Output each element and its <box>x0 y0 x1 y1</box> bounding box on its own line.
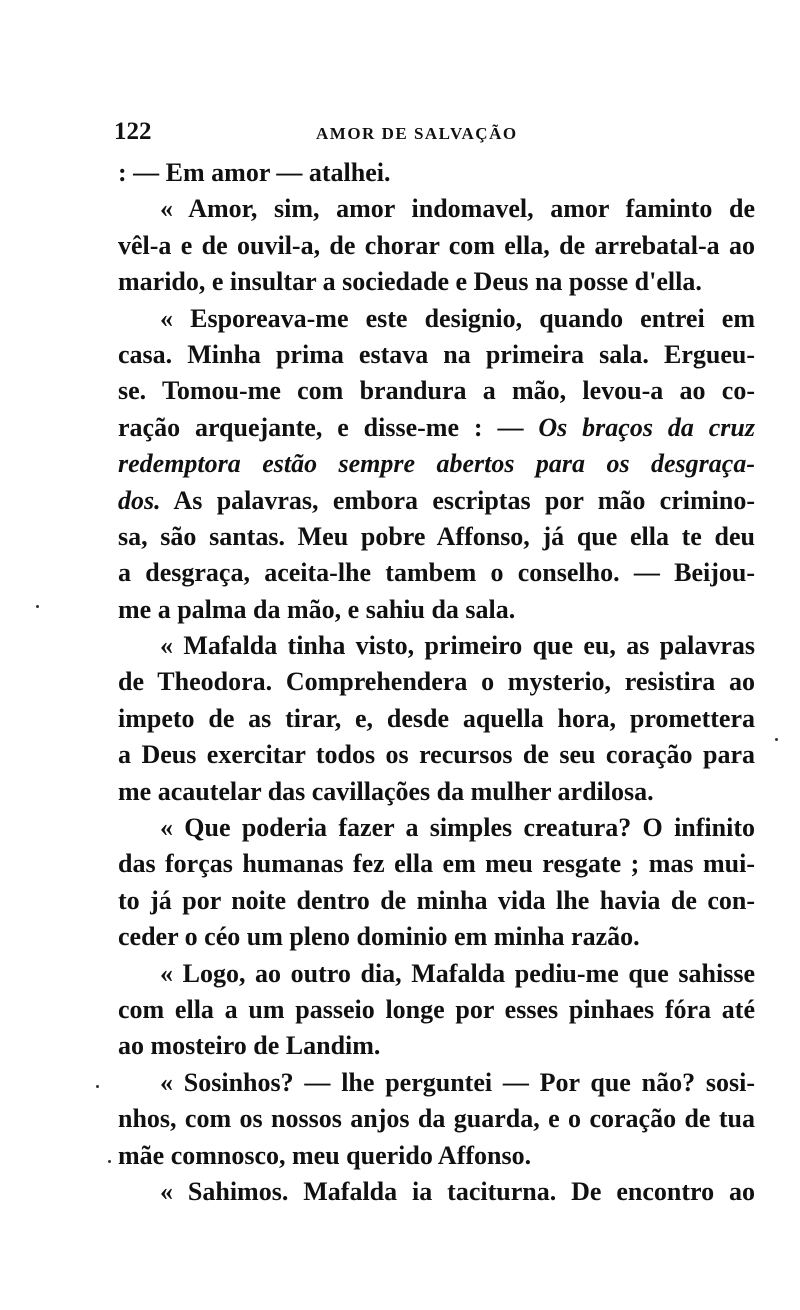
text-segment: ceder o céo um pleno dominio em minha razão. <box>118 922 640 952</box>
scan-speck <box>36 605 39 608</box>
italic-segment: Os braços da cruz <box>538 412 755 442</box>
text-line <box>118 483 755 519</box>
text-segment: ração arquejante, e disse-me : — <box>118 412 539 442</box>
page-number: 122 <box>114 118 152 145</box>
text-line <box>118 846 755 882</box>
text-segment: « Amor, sim, amor indomavel, amor faminto de <box>160 194 755 224</box>
text-segment: « Sosinhos? — lhe perguntei — Por que não? sosi- <box>160 1067 755 1097</box>
text-line <box>118 664 755 700</box>
text-line <box>118 774 755 810</box>
text-line <box>118 1065 755 1101</box>
text-segment: me acautelar das cavillações da mulher ardilosa. <box>118 776 654 806</box>
text-segment: « Sahimos. Mafalda ia taciturna. De encontro ao <box>160 1176 755 1206</box>
text-segment: « Que poderia fazer a simples creatura? O infinito <box>160 813 755 843</box>
text-segment: casa. Minha prima estava na primeira sala. Ergueu- <box>118 339 755 369</box>
text-segment: sa, são santas. Meu pobre Affonso, já que ella te deu <box>118 521 755 551</box>
text-line <box>118 592 755 628</box>
text-line <box>118 373 755 409</box>
text-segment: de Theodora. Comprehendera o mysterio, resistira ao <box>118 667 755 697</box>
text-line <box>118 701 755 737</box>
text-segment: As palavras, embora escriptas por mão crimino- <box>160 485 755 515</box>
italic-segment: redemptora estão sempre abertos para os desgraça- <box>118 449 755 479</box>
text-line <box>118 301 755 337</box>
text-segment: to já por noite dentro de minha vida lhe havia de con- <box>118 885 755 915</box>
text-segment: impeto de as tirar, e, desde aquella hora, promettera <box>118 703 755 733</box>
text-line <box>118 992 755 1028</box>
running-title: AMOR DE SALVAÇÃO <box>316 124 518 143</box>
text-line <box>118 883 755 919</box>
text-line <box>118 628 755 664</box>
text-line <box>118 410 755 446</box>
text-line <box>118 519 755 555</box>
text-segment: com ella a um passeio longe por esses pinhaes fóra até <box>118 994 755 1024</box>
text-line <box>118 337 755 373</box>
text-segment: das forças humanas fez ella em meu resgate ; mas mui- <box>118 849 755 879</box>
text-line <box>118 155 755 191</box>
text-segment: a Deus exercitar todos os recursos de seu coração para <box>118 740 755 770</box>
text-line <box>118 956 755 992</box>
text-line <box>118 1138 755 1174</box>
text-segment: a desgraça, aceita-lhe tambem o conselho. — Beijou- <box>118 558 755 588</box>
text-segment: mãe comnosco, meu querido Affonso. <box>118 1140 532 1170</box>
text-segment: marido, e insultar a sociedade e Deus na posse d'ella. <box>118 267 702 297</box>
text-line <box>118 737 755 773</box>
text-line <box>118 1028 755 1064</box>
text-line <box>118 555 755 591</box>
text-segment: : — Em amor — atalhei. <box>118 158 391 187</box>
text-segment: « Esporeava-me este designio, quando entrei em <box>160 303 755 333</box>
text-line <box>118 919 755 955</box>
scan-speck <box>96 1085 99 1088</box>
text-line <box>118 264 755 300</box>
text-segment: nhos, com os nossos anjos da guarda, e o coração de tua <box>118 1104 755 1134</box>
scan-speck <box>775 738 778 741</box>
text-segment: ao mosteiro de Landim. <box>118 1031 381 1061</box>
italic-segment: dos. <box>118 485 161 515</box>
text-line <box>118 1101 755 1137</box>
text-line <box>118 810 755 846</box>
text-line <box>118 228 755 264</box>
text-segment: vêl-a e de ouvil-a, de chorar com ella, de arrebatal-a ao <box>118 230 755 260</box>
text-line <box>118 446 755 482</box>
text-line <box>118 1174 755 1210</box>
page-header <box>114 118 754 148</box>
text-segment: me a palma da mão, e sahiu da sala. <box>118 594 516 624</box>
scan-speck <box>108 1160 111 1163</box>
text-line <box>118 191 755 227</box>
text-segment: « Logo, ao outro dia, Mafalda pediu-me que sahisse <box>160 958 755 988</box>
body-text <box>118 155 755 1210</box>
text-segment: se. Tomou-me com brandura a mão, levou-a ao co- <box>118 376 755 406</box>
text-segment: « Mafalda tinha visto, primeiro que eu, as palavras <box>160 631 755 661</box>
